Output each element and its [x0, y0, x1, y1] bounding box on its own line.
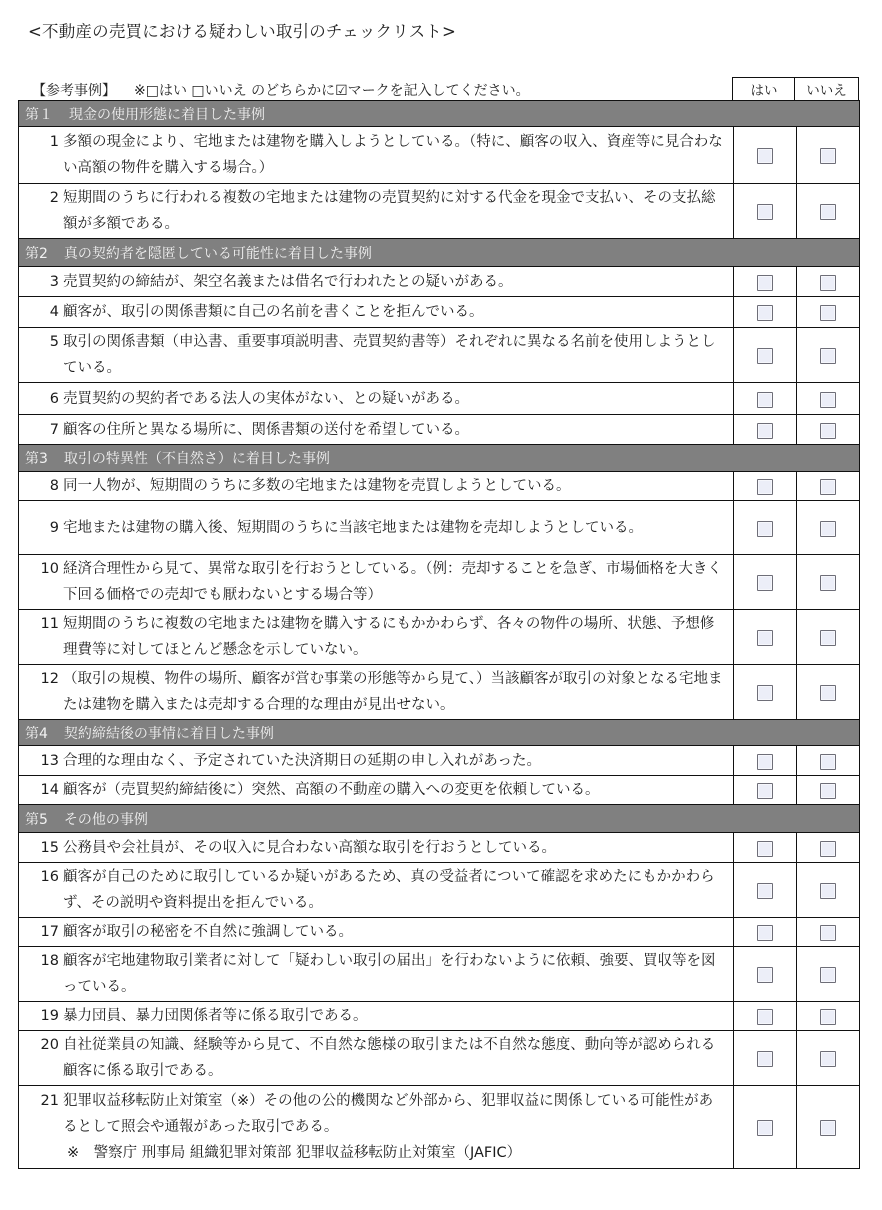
checklist-row — [19, 383, 860, 415]
section-header — [19, 445, 860, 472]
checkbox-no[interactable] — [820, 783, 836, 799]
yes-cell — [734, 947, 797, 1002]
item-text-cell — [19, 267, 734, 297]
section-number: 第2 — [25, 245, 48, 262]
item-text-cell — [19, 415, 734, 445]
checklist-row — [19, 472, 860, 501]
checklist-row — [19, 1086, 860, 1169]
instructions-label: 【参考事例】 — [32, 83, 116, 99]
item-text-cell — [19, 1002, 734, 1031]
instructions — [32, 80, 530, 100]
checklist-row — [19, 501, 860, 555]
item-text-cell — [19, 833, 734, 863]
item-number: 15 — [40, 839, 59, 856]
section-header-cell — [19, 239, 860, 267]
checkbox-no[interactable] — [820, 925, 836, 941]
item-text: 短期間のうちに行われる複数の宅地または建物の売買契約に対する代金を現金で支払い、その支払総額が多額である。 — [63, 190, 716, 232]
item-text-cell — [19, 184, 734, 239]
item-number: 4 — [49, 304, 59, 320]
checkbox-yes[interactable] — [757, 1009, 773, 1025]
item-text-cell — [19, 1031, 734, 1086]
item-text: 顧客が自己のために取引しているか疑いがあるため、真の受益者について確認を求めたにもかかわらず、その説明や資料提出を拒んでいる。 — [63, 869, 715, 911]
item-number: 5 — [49, 334, 59, 350]
item-text: 売買契約の締結が、架空名義または借名で行われたとの疑いがある。 — [63, 273, 513, 290]
section-title: 契約締結後の事情に着目した事例 — [63, 725, 274, 742]
checkbox-yes[interactable] — [757, 630, 773, 646]
no-cell — [797, 918, 860, 947]
yes-cell — [734, 1086, 797, 1169]
section-title: その他の事例 — [63, 811, 148, 828]
item-text: 同一人物が、短期間のうちに多数の宅地または建物を売買しようとしている。 — [63, 478, 571, 494]
yes-cell — [734, 863, 797, 918]
item-text-cell — [19, 665, 734, 720]
section-number: 第4 — [25, 725, 48, 742]
checklist-row — [19, 1031, 860, 1086]
checkbox-no[interactable] — [820, 423, 836, 439]
checkbox-yes[interactable] — [757, 348, 773, 364]
item-text-cell — [19, 555, 734, 610]
section-title: 真の契約者を隠匿している可能性に着目した事例 — [63, 245, 372, 262]
section-title: 現金の使用形態に着目した事例 — [69, 106, 265, 123]
no-cell — [797, 127, 860, 184]
checkbox-yes[interactable] — [757, 1120, 773, 1136]
checkbox-yes[interactable] — [757, 967, 773, 983]
section-number: 第１ — [25, 106, 53, 123]
section-header — [19, 720, 860, 746]
item-text: 顧客の住所と異なる場所に、関係書類の送付を希望している。 — [63, 421, 469, 438]
item-text: 多額の現金により、宅地または建物を購入しようとしている。（特に、顧客の収入、資産等に見合わない高額の物件を購入する場合。） — [63, 134, 723, 176]
item-number: 21 — [40, 1093, 59, 1109]
checklist-row — [19, 267, 860, 297]
checkbox-yes[interactable] — [757, 392, 773, 408]
section-header-cell — [19, 720, 860, 746]
yes-cell — [734, 918, 797, 947]
yes-cell — [734, 1031, 797, 1086]
no-cell — [797, 947, 860, 1002]
section-header — [19, 239, 860, 267]
yes-cell — [734, 184, 797, 239]
no-cell — [797, 1086, 860, 1169]
item-number: 7 — [49, 421, 59, 438]
checkbox-no[interactable] — [820, 967, 836, 983]
item-footnote: ※ 警察庁 刑事局 組織犯罪対策部 犯罪収益移転防止対策室（JAFIC） — [67, 1145, 522, 1161]
item-text-cell — [19, 127, 734, 184]
checkbox-no[interactable] — [820, 575, 836, 591]
no-cell — [797, 746, 860, 776]
checkbox-yes[interactable] — [757, 204, 773, 220]
item-text-cell — [19, 776, 734, 805]
checkbox-no[interactable] — [820, 148, 836, 164]
checklist-row — [19, 746, 860, 776]
item-number: 19 — [40, 1008, 59, 1024]
yes-cell — [734, 415, 797, 445]
yes-cell — [734, 127, 797, 184]
item-number: 3 — [49, 273, 59, 290]
checkbox-yes[interactable] — [757, 783, 773, 799]
checklist-row — [19, 610, 860, 665]
item-text: 取引の関係書類（申込書、重要事項説明書、売買契約書等）それぞれに異なる名前を使用しようとしている。 — [63, 334, 716, 376]
checklist-row — [19, 947, 860, 1002]
checkbox-yes[interactable] — [757, 883, 773, 899]
checklist-row — [19, 127, 860, 184]
checklist-row — [19, 555, 860, 610]
no-cell — [797, 472, 860, 501]
section-number: 第5 — [25, 811, 48, 828]
item-text: 経済合理性から見て、異常な取引を行おうとしている。（例：売却することを急ぎ、市場価格を大きく下回る価格での売却でも厭わないとする場合等） — [63, 561, 722, 603]
checkbox-yes[interactable] — [757, 479, 773, 495]
checkbox-no[interactable] — [820, 392, 836, 408]
checklist-row — [19, 776, 860, 805]
item-number: 11 — [40, 616, 59, 632]
item-text-cell — [19, 297, 734, 328]
item-text: 公務員や会社員が、その収入に見合わない高額な取引を行おうとしている。 — [63, 839, 556, 856]
checklist-row — [19, 415, 860, 445]
no-cell — [797, 383, 860, 415]
checklist-row — [19, 1002, 860, 1031]
checklist-row — [19, 833, 860, 863]
item-number: 2 — [49, 190, 59, 206]
item-text: 暴力団員、暴力団関係者等に係る取引である。 — [63, 1008, 368, 1024]
yes-cell — [734, 776, 797, 805]
item-text: 顧客が（売買契約締結後に）突然、高額の不動産の購入への変更を依頼している。 — [63, 782, 600, 798]
yes-cell — [734, 328, 797, 383]
no-cell — [797, 184, 860, 239]
checkbox-yes[interactable] — [757, 148, 773, 164]
checkbox-no[interactable] — [820, 204, 836, 220]
checkbox-no[interactable] — [820, 883, 836, 899]
item-text-cell — [19, 746, 734, 776]
checkbox-yes[interactable] — [757, 423, 773, 439]
yes-cell — [734, 472, 797, 501]
item-text-cell — [19, 328, 734, 383]
item-text-cell — [19, 501, 734, 555]
section-title: 取引の特異性（不自然さ）に着目した事例 — [63, 451, 330, 467]
no-cell — [797, 776, 860, 805]
checkbox-no[interactable] — [820, 479, 836, 495]
checkbox-no[interactable] — [820, 275, 836, 291]
checkbox-yes[interactable] — [757, 575, 773, 591]
yes-cell — [734, 610, 797, 665]
item-number: 16 — [40, 869, 59, 885]
item-number: 8 — [49, 478, 59, 494]
checkbox-no[interactable] — [820, 521, 836, 537]
checkbox-no[interactable] — [820, 1009, 836, 1025]
item-number: 13 — [40, 752, 59, 769]
item-text-cell — [19, 863, 734, 918]
item-text-cell — [19, 610, 734, 665]
item-text-cell — [19, 1086, 734, 1169]
no-cell — [797, 267, 860, 297]
column-header-yes: はい — [732, 77, 796, 100]
item-text-cell — [19, 918, 734, 947]
yes-cell — [734, 297, 797, 328]
no-cell — [797, 1002, 860, 1031]
no-cell — [797, 1031, 860, 1086]
no-cell — [797, 328, 860, 383]
checklist-row — [19, 297, 860, 328]
section-number: 第3 — [25, 451, 48, 467]
no-cell — [797, 415, 860, 445]
item-text-cell — [19, 472, 734, 501]
item-number: 6 — [49, 390, 59, 407]
no-cell — [797, 833, 860, 863]
checklist-row — [19, 184, 860, 239]
checkbox-yes[interactable] — [757, 305, 773, 321]
column-header-no: いいえ — [794, 77, 859, 100]
item-text: （取引の規模、物件の場所、顧客が営む事業の形態等から見て、）当該顧客が取引の対象となる宅地または建物を購入または売却する合理的な理由が見出せない。 — [63, 671, 723, 713]
checklist-row — [19, 863, 860, 918]
checkbox-no[interactable] — [820, 305, 836, 321]
item-text: 顧客が取引の秘密を不自然に強調している。 — [63, 924, 353, 940]
checklist-table — [18, 100, 860, 1169]
yes-cell — [734, 555, 797, 610]
checklist-row — [19, 328, 860, 383]
item-number: 18 — [40, 953, 59, 969]
item-text: 顧客が宅地建物取引業者に対して「疑わしい取引の届出」を行わないように依頼、強要、買収等を図っている。 — [63, 953, 716, 995]
item-text: 短期間のうちに複数の宅地または建物を購入するにもかかわらず、各々の物件の場所、状態、予想修理費等に対してほとんど懸念を示していない。 — [63, 616, 715, 658]
no-cell — [797, 501, 860, 555]
no-cell — [797, 863, 860, 918]
section-header — [19, 805, 860, 833]
no-cell — [797, 297, 860, 328]
checkbox-yes[interactable] — [757, 685, 773, 701]
section-header-cell — [19, 101, 860, 127]
item-text: 自社従業員の知識、経験等から見て、不自然な態様の取引または不自然な態度、動向等が認められる顧客に係る取引である。 — [63, 1037, 716, 1079]
checkbox-no[interactable] — [820, 630, 836, 646]
checkbox-no[interactable] — [820, 754, 836, 770]
checkbox-yes[interactable] — [757, 754, 773, 770]
instructions-text: ※□はい □いいえ のどちらかに☑マークを記入してください。 — [134, 83, 530, 99]
checkbox-no[interactable] — [820, 348, 836, 364]
yes-cell — [734, 383, 797, 415]
instructions-row — [18, 77, 859, 101]
checkbox-yes[interactable] — [757, 1051, 773, 1067]
yes-cell — [734, 665, 797, 720]
yes-cell — [734, 501, 797, 555]
item-text: 犯罪収益移転防止対策室（※）その他の公的機関など外部から、犯罪収益に関係している可能性があるとして照会や通報があった取引である。 — [63, 1093, 714, 1135]
item-text: 売買契約の契約者である法人の実体がない、との疑いがある。 — [63, 390, 469, 407]
item-number: 10 — [40, 561, 59, 577]
item-text-cell — [19, 947, 734, 1002]
section-header-cell — [19, 805, 860, 833]
checkbox-yes[interactable] — [757, 275, 773, 291]
no-cell — [797, 555, 860, 610]
checkbox-no[interactable] — [820, 1120, 836, 1136]
item-number: 1 — [49, 134, 59, 150]
checkbox-no[interactable] — [820, 1051, 836, 1067]
item-number: 14 — [40, 782, 59, 798]
section-header-cell — [19, 445, 860, 472]
yes-cell — [734, 833, 797, 863]
checkbox-yes[interactable] — [757, 841, 773, 857]
no-cell — [797, 665, 860, 720]
yes-cell — [734, 1002, 797, 1031]
checklist-row — [19, 665, 860, 720]
item-number: 20 — [40, 1037, 59, 1053]
item-text: 宅地または建物の購入後、短期間のうちに当該宅地または建物を売却しようとしている。 — [63, 519, 643, 536]
yes-cell — [734, 746, 797, 776]
item-text-cell — [19, 383, 734, 415]
yes-cell — [734, 267, 797, 297]
item-number: 9 — [49, 519, 59, 536]
item-text: 合理的な理由なく、予定されていた決済期日の延期の申し入れがあった。 — [63, 752, 542, 769]
checklist-row — [19, 918, 860, 947]
checkbox-yes[interactable] — [757, 925, 773, 941]
page-title: <不動産の売買における疑わしい取引のチェックリスト> — [28, 22, 457, 41]
section-header — [19, 101, 860, 127]
checkbox-yes[interactable] — [757, 521, 773, 537]
item-number: 17 — [40, 924, 59, 940]
item-text: 顧客が、取引の関係書類に自己の名前を書くことを拒んでいる。 — [63, 304, 484, 320]
checkbox-no[interactable] — [820, 841, 836, 857]
checkbox-no[interactable] — [820, 685, 836, 701]
item-number: 12 — [40, 671, 59, 687]
no-cell — [797, 610, 860, 665]
